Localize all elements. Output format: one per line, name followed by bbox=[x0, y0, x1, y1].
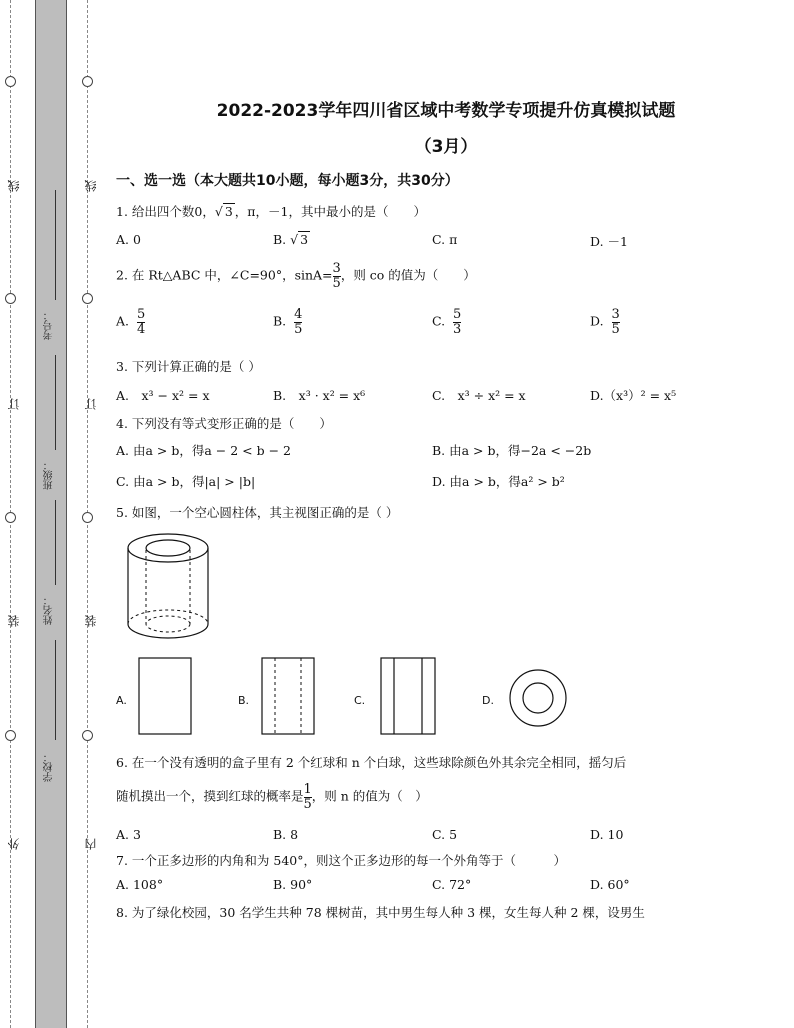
q2-option-b: B. $\frac{4}{5}$ bbox=[273, 307, 303, 337]
q2-option-d: D. $\frac{3}{5}$ bbox=[590, 307, 620, 337]
binding-hole bbox=[5, 76, 16, 87]
q1-option-a: A. 0 bbox=[116, 232, 141, 247]
q6-option-d: D. 10 bbox=[590, 827, 624, 842]
field-school: 学校： bbox=[44, 752, 55, 782]
q3-option-c: C. x³ ÷ x² = x bbox=[432, 388, 526, 403]
outer-label: 线 bbox=[7, 180, 21, 192]
q5-option-c-figure bbox=[380, 657, 436, 735]
q7-option-c: C. 72° bbox=[432, 877, 472, 892]
q1-stem-b: ，π，－1，其中最小的是（ ） bbox=[234, 204, 426, 219]
question-1: 1. 给出四个数0，√ 3 ，π，－1，其中最小的是（ ） bbox=[116, 204, 426, 219]
q1-option-d: D. －1 bbox=[590, 234, 628, 249]
exam-subtitle: （3月） bbox=[414, 137, 478, 157]
q5-option-b-label: B. bbox=[238, 694, 250, 707]
q7-option-a: A. 108° bbox=[116, 877, 164, 892]
binding-hole bbox=[82, 512, 93, 523]
field-name: 姓名： bbox=[44, 595, 55, 625]
question-4: 4. 下列没有等式变形正确的是（ ） bbox=[116, 416, 332, 431]
question-2: 2. 在 Rt△ABC 中，∠C=90°，sinA= $\frac{3}{5}$ ，则 co 的值为（ ） bbox=[116, 261, 476, 291]
q6-option-c: C. 5 bbox=[432, 827, 458, 842]
q3-option-d: D.（x³）² = x⁵ bbox=[590, 388, 677, 403]
q5-option-c-label: C. bbox=[354, 694, 366, 707]
q4-option-b: B. 由a > b，得−2a < −2b bbox=[432, 443, 592, 458]
inner-label: 装 bbox=[84, 615, 98, 627]
question-3: 3. 下列计算正确的是（ ） bbox=[116, 359, 261, 374]
q3-option-b: B. x³ · x² = x⁶ bbox=[273, 388, 366, 403]
q5-option-b-figure bbox=[261, 657, 315, 735]
outer-label: 外 bbox=[7, 838, 21, 850]
q1-option-b: B. √ 3 bbox=[273, 232, 309, 247]
question-7: 7. 一个正多边形的内角和为 540°，则这个正多边形的每一个外角等于（ ） bbox=[116, 853, 566, 868]
field-line bbox=[55, 355, 56, 450]
binding-hole bbox=[82, 730, 93, 741]
inner-label: 线 bbox=[84, 180, 98, 192]
q2-option-c: C. $\frac{5}{3}$ bbox=[432, 307, 462, 337]
q5-option-d-label: D. bbox=[482, 694, 494, 707]
q1-stem-a: 1. 给出四个数0， bbox=[116, 204, 215, 219]
hollow-cylinder-figure bbox=[122, 528, 214, 646]
q3-option-a: A. x³ − x² = x bbox=[116, 388, 210, 403]
q6-option-a: A. 3 bbox=[116, 827, 141, 842]
question-6-line1: 6. 在一个没有透明的盒子里有 2 个红球和 n 个白球，这些球除颜色外其余完全相同，摇匀后 bbox=[116, 755, 627, 770]
binding-hole bbox=[82, 293, 93, 304]
question-8: 8. 为了绿化校园，30 名学生共种 78 棵树苗，其中男生每人种 3 棵，女生每人种 2 棵，设男生 bbox=[116, 905, 645, 920]
field-line bbox=[55, 500, 56, 585]
section-heading: 一、选一选（本大题共10小题，每小题3分，共30分） bbox=[116, 173, 459, 189]
binding-strip bbox=[35, 0, 67, 1028]
outer-label: 装 bbox=[7, 615, 21, 627]
binding-margin bbox=[0, 0, 100, 1028]
q1-root: 3 bbox=[224, 204, 233, 219]
question-6-line2: 随机摸出一个，摸到红球的概率是 $\frac{1}{5}$ ，则 n 的值为（ ） bbox=[116, 782, 428, 812]
binding-hole bbox=[5, 293, 16, 304]
q5-option-a-figure bbox=[138, 657, 192, 735]
binding-hole bbox=[5, 730, 16, 741]
q1-option-c: C. π bbox=[432, 232, 458, 247]
field-class: 班级： bbox=[44, 460, 55, 490]
q4-option-c: C. 由a > b，得|a| > |b| bbox=[116, 474, 256, 489]
q5-option-a-label: A. bbox=[116, 694, 127, 707]
q2-option-a: A. $\frac{5}{4}$ bbox=[116, 307, 146, 337]
field-exam-number: 考号： bbox=[44, 310, 55, 340]
q7-option-d: D. 60° bbox=[590, 877, 630, 892]
q7-option-b: B. 90° bbox=[273, 877, 313, 892]
q5-option-d-figure bbox=[508, 668, 568, 728]
exam-title: 2022-2023学年四川省区域中考数学专项提升仿真模拟试题 bbox=[216, 101, 676, 121]
field-line bbox=[55, 190, 56, 300]
inner-label: 内 bbox=[84, 838, 98, 850]
q4-option-d: D. 由a > b，得a² > b² bbox=[432, 474, 565, 489]
field-line bbox=[55, 640, 56, 740]
outer-label: 订 bbox=[7, 398, 21, 410]
q6-option-b: B. 8 bbox=[273, 827, 299, 842]
question-5: 5. 如图，一个空心圆柱体，其主视图正确的是（ ） bbox=[116, 505, 399, 520]
q4-option-a: A. 由a > b，得a − 2 < b − 2 bbox=[116, 443, 291, 458]
binding-hole bbox=[82, 76, 93, 87]
binding-hole bbox=[5, 512, 16, 523]
inner-label: 订 bbox=[84, 398, 98, 410]
